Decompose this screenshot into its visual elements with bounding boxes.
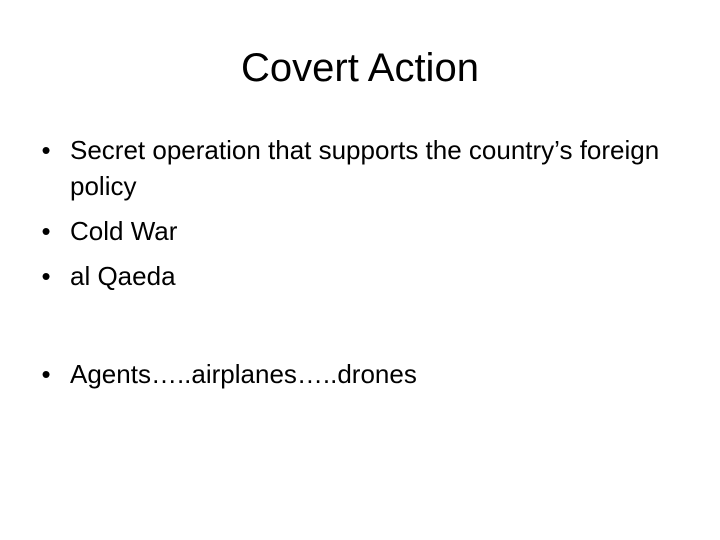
- bullet-text: al Qaeda: [70, 261, 176, 291]
- bullet-icon: •: [41, 261, 51, 291]
- bullet-text: Cold War: [70, 216, 178, 246]
- bullet-item-agents: [36, 356, 686, 392]
- bullet-text: Agents…..airplanes…..drones: [70, 359, 417, 389]
- bullet-item-secret-operation: [36, 132, 686, 204]
- bullet-item-al-qaeda: [36, 258, 686, 294]
- bullet-list: [36, 132, 686, 401]
- bullet-icon: •: [41, 135, 51, 165]
- bullet-item-cold-war: [36, 213, 686, 249]
- bullet-icon: •: [41, 216, 51, 246]
- slide-title: Covert Action: [241, 46, 479, 90]
- bullet-text: Secret operation that supports the country’s foreign policy: [70, 135, 660, 201]
- bullet-icon: •: [41, 359, 51, 389]
